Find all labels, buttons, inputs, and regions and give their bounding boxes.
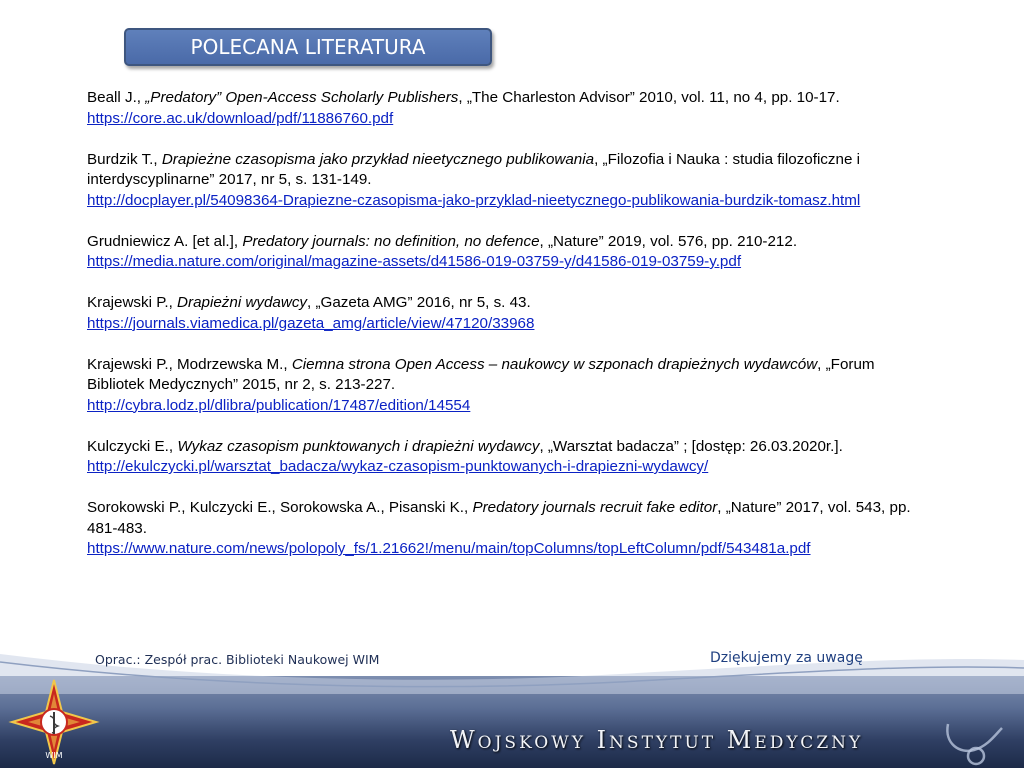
reference-title: „Predatory” Open-Access Scholarly Publishers [145,89,459,106]
prepared-by-note: Oprac.: Zespół prac. Biblioteki Naukowej WIM [95,652,380,667]
reference-authors: Kulczycki E., [87,437,178,455]
reference-link[interactable]: http://cybra.lodz.pl/dlibra/publication/17487/edition/14554 [87,396,471,414]
reference-link[interactable]: https://journals.viamedica.pl/gazeta_amg/article/view/47120/33968 [87,314,535,332]
reference-link[interactable]: https://media.nature.com/original/magazine-assets/d41586-019-03759-y/d41586-019-03759-y.pdf [87,253,742,270]
reference-authors: Grudniewicz A. [et al.], [87,232,243,250]
wim-emblem-icon [8,676,100,768]
reference-source: , „Gazeta AMG” 2016, nr 5, s. 43. [307,294,531,311]
reference-link[interactable]: https://www.nature.com/news/polopoly_fs/1.21662!/menu/main/topColumns/topLeftColumn/pdf/543481a.pdf [87,540,811,557]
reference-source: , „Warsztat badacza” ; [dostęp: 26.03.2020r.]. [539,437,843,455]
reference-authors: Sorokowski P., Kulczycki E., Sorokowska A., Pisanski K., [87,499,473,516]
reference-source: , „Forum Bibliotek Medycznych” 2015, nr 2, s. 213-227. [87,355,875,393]
stethoscope-icon [940,720,1010,768]
reference-title: Predatory journals recruit fake editor [472,499,718,516]
reference-title: Ciemna strona Open Access – naukowcy w szponach drapieżnych wydawców [291,355,818,373]
reference-item [87,150,927,212]
reference-title: Wykaz czasopism punktowanych i drapieżni wydawcy [177,437,540,455]
reference-item [87,355,927,417]
reference-item [87,498,927,560]
reference-item [87,88,927,129]
reference-item [87,293,927,334]
reference-title: Drapieżni wydawcy [177,294,308,311]
reference-authors: Krajewski P., [87,294,178,311]
reference-authors: Beall J., [87,89,146,106]
reference-list [87,88,927,580]
reference-link[interactable]: http://docplayer.pl/54098364-Drapiezne-czasopisma-jako-przyklad-nieetycznego-publikowania-burdzik-tomasz.html [87,191,861,209]
reference-source: , „Nature” 2017, vol. 543, pp. 481-483. [87,499,911,537]
reference-link[interactable]: https://core.ac.uk/download/pdf/11886760.pdf [87,109,394,127]
reference-source: , „Nature” 2019, vol. 576, pp. 210-212. [539,232,798,250]
reference-link[interactable]: http://ekulczycki.pl/warsztat_badacza/wykaz-czasopism-punktowanych-i-drapiezni-wydawcy/ [87,458,709,475]
reference-item [87,232,927,273]
reference-title: Predatory journals: no definition, no defence [242,232,540,250]
slide-title: POLECANA LITERATURA [124,28,492,66]
institution-name: Wojskowy Instytut Medyczny [450,726,864,754]
reference-source: , „The Charleston Advisor” 2010, vol. 11, no 4, pp. 10-17. [458,89,840,106]
reference-title: Drapieżne czasopisma jako przykład nieetycznego publikowania [161,150,595,168]
reference-source: , „Filozofia i Nauka : studia filozoficzne i interdyscyplinarne” 2017, nr 5, s. 131-149. [87,150,860,188]
reference-authors: Krajewski P., Modrzewska M., [87,355,292,373]
thanks-note: Dziękujemy za uwagę [710,650,863,666]
reference-item [87,437,927,478]
emblem-label: WIM [45,751,63,760]
reference-authors: Burdzik T., [87,150,162,168]
